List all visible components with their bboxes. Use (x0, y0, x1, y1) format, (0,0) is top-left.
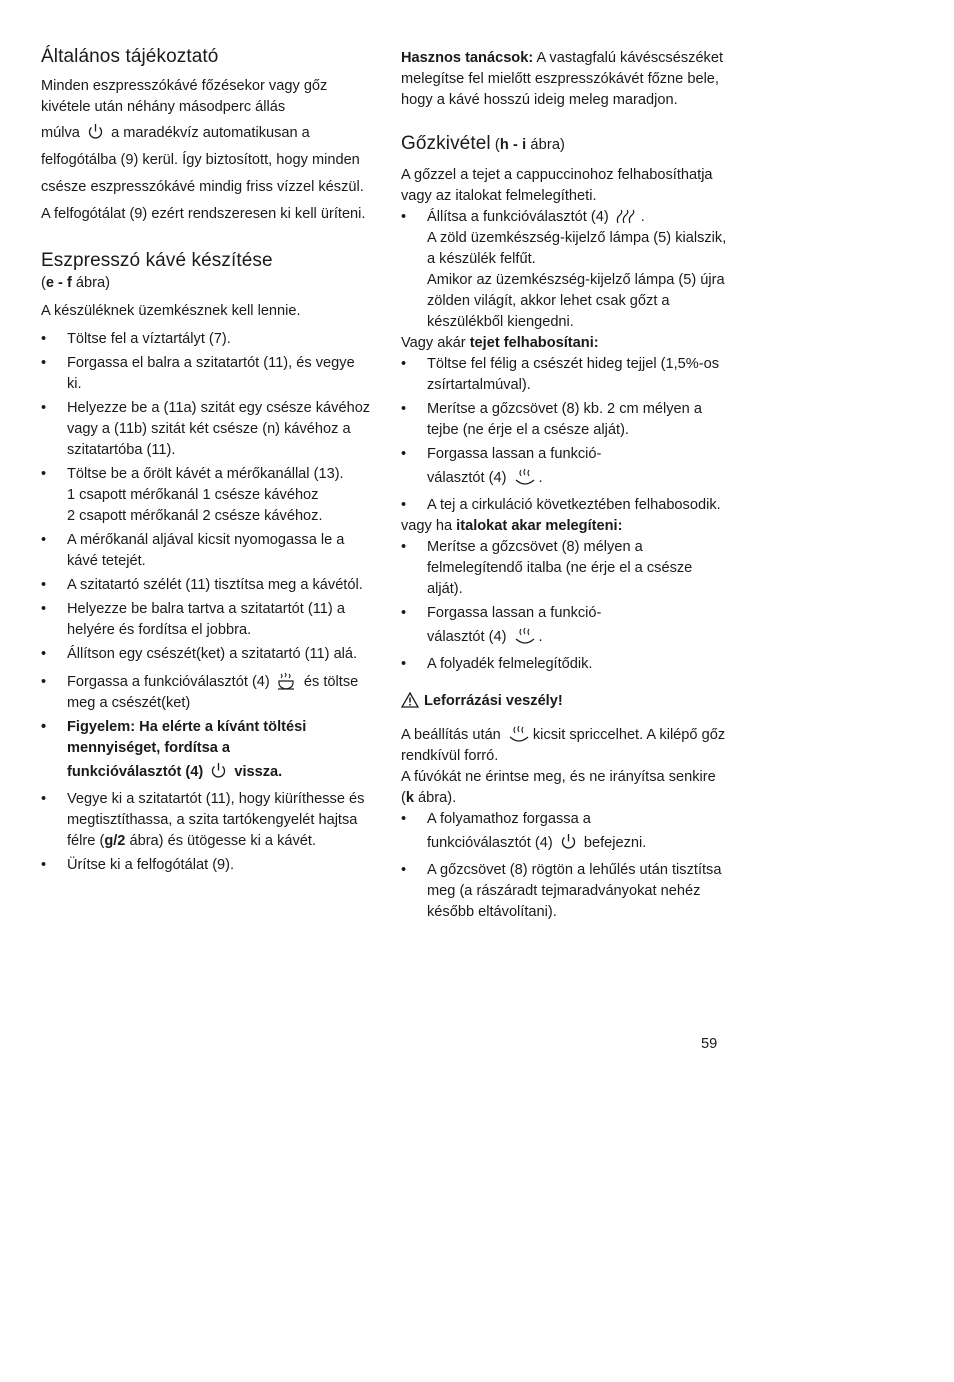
scald-warning-title: Leforrázási veszély! (401, 691, 731, 712)
list-item: • Állítsa a funkcióválasztót (4) . A zöld üzemkészség-kijelző lámpa (5) kialszik, a készülék felfűt. Amikor az üzemkészség-kijelző lámpa (5) újra zölden világít, akkor lehet csak gőzt a készülékből kiengedni. (401, 207, 731, 333)
list-item: • Állítson egy csészét(ket) a szitatartó (11) alá. (41, 644, 371, 665)
steam-nozzle-icon (508, 725, 530, 743)
list-item: • Vegye ki a szitatartót (11), hogy kiüríthesse és megtisztíthassa, a szita tartókengyelét hajtsa félre (g/2 ábra) és ütögesse ki a kávét. (41, 789, 371, 852)
list-item: • Figyelem: Ha elérte a kívánt töltési mennyiséget, fordítsa a funkcióválasztót (4) vissza. (41, 717, 371, 786)
list-item: • Helyezze be balra tartva a szitatartót (11) a helyére és fordítsa el jobbra. (41, 599, 371, 641)
steam-nozzle-icon (514, 468, 536, 486)
froth-steps (401, 354, 731, 516)
general-p1: Minden eszpresszókávé főzésekor vagy gőz kivétele után néhány másodperc állás (41, 78, 328, 115)
coffee-cup-icon (277, 672, 297, 690)
list-item: • Forgassa el balra a szitatartót (11), és vegye ki. (41, 353, 371, 395)
steam-icon (616, 209, 638, 225)
list-item: • Helyezze be a (11a) szitát egy csésze kávéhoz vagy a (11b) szitát két csésze (n) kávéhoz a szitatartóba (11). (41, 398, 371, 461)
list-item: • A folyamathoz forgassa a funkcióválasztót (4) befejezni. (401, 809, 731, 857)
espresso-steps (41, 329, 371, 876)
useful-tip: Hasznos tanácsok: A vastagfalú kávéscsészéket melegítse fel mielőtt eszpresszókávét főzne bele, hogy a kávé hosszú ideig meleg maradjon. (401, 50, 724, 108)
warning-triangle-icon (401, 692, 419, 708)
or-froth-milk: Vagy akár tejet felhabosítani: (401, 335, 599, 351)
list-item: • Merítse a gőzcsövet (8) mélyen a felmelegítendő italba (ne érje el a csésze alját). (401, 537, 731, 600)
power-icon (560, 833, 577, 851)
list-item: • A gőzcsövet (8) rögtön a lehűlés után tisztítsa meg (a rászáradt tejmaradványokat nehéz később eltávolítani). (401, 860, 731, 923)
steam-steps (401, 207, 731, 333)
steam-nozzle-icon (514, 627, 536, 645)
list-item: • Töltse fel félig a csészét hideg tejjel (1,5%-os zsírtartalmúval). (401, 354, 731, 396)
power-icon (87, 123, 104, 141)
general-p2: múlva a maradékvíz automatikusan a felfogótálba (9) kerül. Így biztosított, hogy minden csésze eszpresszókávé mindig friss vízzel készül. A felfogótálat (9) ezért rendszeresen ki kell üríteni. (41, 125, 366, 222)
list-item: • Merítse a gőzcsövet (8) kb. 2 cm mélyen a tejbe (ne érje el a csésze alját). (401, 399, 731, 441)
list-item: • A szitatartó szélét (11) tisztítsa meg a kávétól. (41, 575, 371, 596)
section-title-steam: Gőzkivétel (h - i ábra) (401, 133, 566, 154)
or-heat-drinks: vagy ha italokat akar melegíteni: (401, 518, 623, 534)
list-item: • Ürítse ki a felfogótálat (9). (41, 855, 371, 876)
list-item: • Forgassa lassan a funkció- választót (4) . (401, 603, 731, 651)
list-item: • A folyadék felmelegítődik. (401, 654, 731, 675)
list-item: • Forgassa lassan a funkció- választót (4) . (401, 444, 731, 492)
espresso-figure-ref: (e - f ábra) (41, 275, 110, 291)
scald-warning-p2: A fúvókát ne érintse meg, és ne irányítsa senkire (k ábra). (401, 769, 716, 806)
list-item: • Töltse be a őrölt kávét a mérőkanállal (13). 1 csapott mérőkanál 1 csésze kávéhoz 2 csapott mérőkanál 2 csésze kávéhoz. (41, 464, 371, 527)
left-column (41, 44, 371, 879)
list-item: • A mérőkanál aljával kicsit nyomogassa le a kávé tetejét. (41, 530, 371, 572)
list-item: • Töltse fel a víztartályt (7). (41, 329, 371, 350)
finish-steps (401, 809, 731, 923)
espresso-intro: A készüléknek üzemkésznek kell lennie. (41, 303, 301, 319)
list-item: • A tej a cirkuláció következtében felhabosodik. (401, 495, 731, 516)
section-title-general: Általános tájékoztató (41, 46, 219, 67)
scald-warning-p1: A beállítás után kicsit spriccelhet. A kilépő gőz rendkívül forró. (401, 727, 726, 764)
steam-intro: A gőzzel a tejet a cappuccinohoz felhabosíthatja vagy az italokat felmelegítheti. (401, 167, 713, 204)
list-item: • Forgassa a funkcióválasztót (4) és töltse meg a csészét(ket) (41, 672, 371, 714)
section-title-espresso: Eszpresszó kávé készítése (41, 250, 273, 271)
power-icon (210, 762, 227, 780)
right-column (401, 48, 731, 926)
page-number: 59 (701, 1036, 718, 1052)
heat-steps (401, 537, 731, 675)
